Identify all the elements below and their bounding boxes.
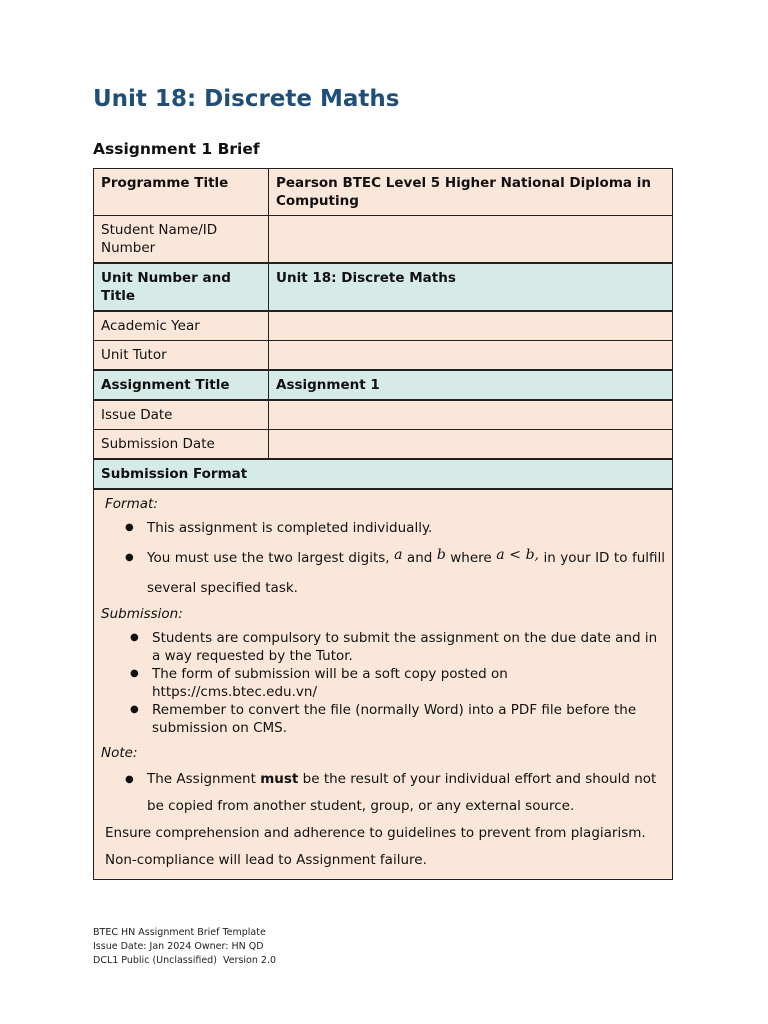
- list-item: [101, 701, 665, 737]
- submission-bullet-text: Remember to convert the file (normally Word) into a PDF file before the submission on CMS.: [152, 702, 637, 736]
- table-row: [94, 400, 673, 430]
- table-row: [94, 489, 673, 880]
- programme-title-value: Pearson BTEC Level 5 Higher National Diploma in Computing: [269, 169, 673, 216]
- programme-title-label: Programme Title: [94, 169, 269, 216]
- footer-line: Issue Date: Jan 2024 Owner: HN QD: [93, 941, 264, 952]
- math-condition: a < b,: [496, 547, 539, 563]
- unit-number-title-label: Unit Number and Title: [94, 263, 269, 311]
- note-list: [101, 766, 665, 820]
- note-bullet-text: The Assignment: [147, 771, 256, 787]
- list-item: [101, 766, 665, 820]
- math-variable: a: [394, 547, 403, 563]
- bullet-icon: ●: [130, 632, 139, 643]
- bullet-icon: ●: [130, 704, 139, 715]
- format-bullet-text: This assignment is completed individually.: [147, 520, 433, 536]
- table-row: [94, 459, 673, 489]
- unit-number-title-value: Unit 18: Discrete Maths: [269, 263, 673, 311]
- list-item: [101, 665, 665, 701]
- format-bullet-text: where: [450, 550, 492, 566]
- academic-year-value[interactable]: [269, 311, 673, 341]
- list-item: [101, 519, 665, 537]
- bullet-icon: ●: [125, 522, 134, 533]
- list-item: [101, 543, 665, 603]
- footer-line: BTEC HN Assignment Brief Template: [93, 927, 266, 938]
- student-name-label: Student Name/ID Number: [94, 216, 269, 264]
- submission-date-label: Submission Date: [94, 430, 269, 460]
- assignment-brief-table: [93, 168, 673, 880]
- format-heading: Format:: [105, 496, 158, 512]
- submission-bullet-text: Students are compulsory to submit the assignment on the due date and in a way requested by the Tutor.: [152, 630, 658, 664]
- list-item: [101, 629, 665, 665]
- format-list: [101, 519, 665, 603]
- submission-list: [101, 629, 665, 737]
- document-footer: [93, 926, 276, 968]
- table-row: [94, 311, 673, 341]
- table-row: [94, 216, 673, 264]
- note-heading: Note:: [101, 745, 138, 761]
- assignment-title-value: Assignment 1: [269, 370, 673, 400]
- bullet-icon: ●: [130, 668, 139, 679]
- note-emphasis: must: [260, 771, 299, 787]
- footer-line: DCL1 Public (Unclassified) Version 2.0: [93, 955, 277, 966]
- format-bullet-text: You must use the two largest digits,: [147, 550, 390, 566]
- assignment-subtitle: Assignment 1 Brief: [93, 140, 260, 158]
- math-variable: b: [436, 547, 446, 563]
- unit-tutor-value[interactable]: [269, 341, 673, 371]
- issue-date-label: Issue Date: [94, 400, 269, 430]
- academic-year-label: Academic Year: [94, 311, 269, 341]
- table-row: [94, 263, 673, 311]
- note-line-failure: Non-compliance will lead to Assignment failure.: [105, 852, 427, 868]
- table-row: [94, 430, 673, 460]
- format-bullet-text: in your ID to fulfill several specified task.: [147, 550, 666, 596]
- issue-date-value[interactable]: [269, 400, 673, 430]
- table-row: [94, 169, 673, 216]
- submission-date-value[interactable]: [269, 430, 673, 460]
- format-bullet-text: and: [406, 550, 433, 566]
- submission-bullet-text: The form of submission will be a soft copy posted on https://cms.btec.edu.vn/: [152, 666, 508, 700]
- assignment-title-label: Assignment Title: [94, 370, 269, 400]
- submission-heading: Submission:: [101, 606, 183, 622]
- submission-format-body: [94, 489, 673, 880]
- submission-format-header: Submission Format: [94, 459, 673, 489]
- note-line-plagiarism: Ensure comprehension and adherence to guidelines to prevent from plagiarism.: [105, 825, 646, 841]
- unit-tutor-label: Unit Tutor: [94, 341, 269, 371]
- bullet-icon: ●: [125, 774, 134, 785]
- table-row: [94, 370, 673, 400]
- note-bullet-text: be the result of your individual effort and should not be copied from another student, group, or any external source.: [147, 771, 657, 814]
- document-title: Unit 18: Discrete Maths: [93, 86, 400, 112]
- table-row: [94, 341, 673, 371]
- student-name-value[interactable]: [269, 216, 673, 264]
- bullet-icon: ●: [125, 552, 134, 563]
